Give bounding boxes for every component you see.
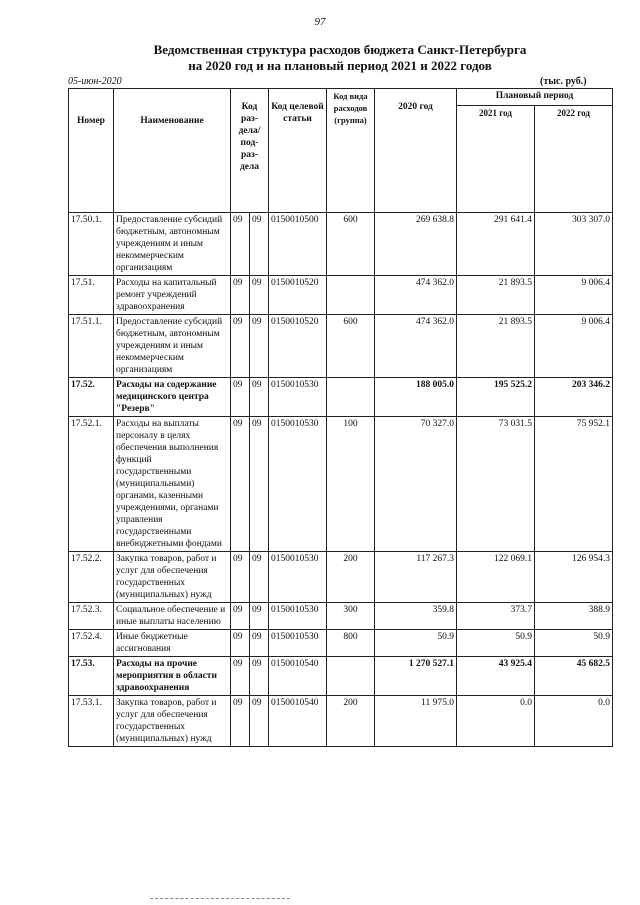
row-name: Расходы на капитальный ремонт учреждений здравоохранения xyxy=(114,276,231,315)
row-razdel: 09 xyxy=(231,696,250,747)
row-number: 17.50.1. xyxy=(69,213,114,276)
row-target-code: 0150010540 xyxy=(269,696,327,747)
header-planned-period: Плановый период xyxy=(457,89,613,106)
row-name: Расходы на выплаты персоналу в целях обеспечения выполнения функций государственными (муниципальными) органами, казенными учреждениями, органами управления государственными внебюджетными фондами xyxy=(114,417,231,552)
row-razdel: 09 xyxy=(231,378,250,417)
row-expense-type: 600 xyxy=(327,213,375,276)
row-expense-type: 200 xyxy=(327,552,375,603)
row-value-2021: 291 641.4 xyxy=(457,213,535,276)
page-number: 97 xyxy=(314,16,326,28)
row-podrazdel: 09 xyxy=(250,315,269,378)
row-podrazdel: 09 xyxy=(250,552,269,603)
row-razdel: 09 xyxy=(231,630,250,657)
title-line-2: на 2020 год и на плановый период 2021 и 2022 годов xyxy=(188,58,492,73)
row-expense-type xyxy=(327,276,375,315)
header-number: Номер xyxy=(69,89,114,213)
row-name: Расходы на содержание медицинского центра "Резерв" xyxy=(114,378,231,417)
row-value-2020: 117 267.3 xyxy=(375,552,457,603)
table-row xyxy=(69,603,613,630)
header-2021: 2021 год xyxy=(457,106,535,213)
budget-table xyxy=(68,88,613,747)
row-value-2020: 70 327.0 xyxy=(375,417,457,552)
table-row xyxy=(69,417,613,552)
row-name: Расходы на прочие мероприятия в области здравоохранения xyxy=(114,657,231,696)
row-podrazdel: 09 xyxy=(250,378,269,417)
header-2022: 2022 год xyxy=(535,106,613,213)
row-value-2021: 50.9 xyxy=(457,630,535,657)
row-podrazdel: 09 xyxy=(250,603,269,630)
row-expense-type: 600 xyxy=(327,315,375,378)
document-date: 05-июн-2020 xyxy=(68,76,122,87)
header-section: Код раз-дела/ под-раз-дела xyxy=(231,89,269,213)
row-number: 17.53. xyxy=(69,657,114,696)
row-razdel: 09 xyxy=(231,552,250,603)
row-name: Закупка товаров, работ и услуг для обеспечения государственных (муниципальных) нужд xyxy=(114,552,231,603)
table-row xyxy=(69,378,613,417)
table-row xyxy=(69,696,613,747)
row-name: Иные бюджетные ассигнования xyxy=(114,630,231,657)
row-name: Предоставление субсидий бюджетным, автономным учреждениям и иным некоммерческим организациям xyxy=(114,213,231,276)
row-expense-type: 100 xyxy=(327,417,375,552)
row-target-code: 0150010530 xyxy=(269,630,327,657)
row-value-2022: 75 952.1 xyxy=(535,417,613,552)
row-value-2021: 122 069.1 xyxy=(457,552,535,603)
row-razdel: 09 xyxy=(231,603,250,630)
row-razdel: 09 xyxy=(231,417,250,552)
row-value-2021: 195 525.2 xyxy=(457,378,535,417)
row-target-code: 0150010530 xyxy=(269,378,327,417)
row-value-2022: 303 307.0 xyxy=(535,213,613,276)
row-target-code: 0150010540 xyxy=(269,657,327,696)
row-value-2022: 126 954.3 xyxy=(535,552,613,603)
footer-divider xyxy=(150,898,290,899)
table-row xyxy=(69,657,613,696)
units-label: (тыс. руб.) xyxy=(540,76,587,87)
header-target: Код целевой статьи xyxy=(269,89,327,213)
row-expense-type: 800 xyxy=(327,630,375,657)
row-value-2022: 45 682.5 xyxy=(535,657,613,696)
row-value-2022: 9 006.4 xyxy=(535,315,613,378)
row-value-2020: 359.8 xyxy=(375,603,457,630)
row-value-2021: 73 031.5 xyxy=(457,417,535,552)
row-value-2022: 203 346.2 xyxy=(535,378,613,417)
table-row xyxy=(69,276,613,315)
row-number: 17.53.1. xyxy=(69,696,114,747)
table-row xyxy=(69,315,613,378)
row-value-2021: 21 893.5 xyxy=(457,276,535,315)
row-number: 17.51. xyxy=(69,276,114,315)
row-target-code: 0150010530 xyxy=(269,417,327,552)
row-razdel: 09 xyxy=(231,657,250,696)
header-expense-type: Код вида расходов (группа) xyxy=(327,89,375,213)
row-value-2022: 50.9 xyxy=(535,630,613,657)
header-2020: 2020 год xyxy=(375,89,457,213)
row-razdel: 09 xyxy=(231,315,250,378)
table-row xyxy=(69,630,613,657)
row-number: 17.52.3. xyxy=(69,603,114,630)
row-value-2022: 0.0 xyxy=(535,696,613,747)
row-number: 17.52.4. xyxy=(69,630,114,657)
row-number: 17.52.1. xyxy=(69,417,114,552)
row-name: Социальное обеспечение и иные выплаты населению xyxy=(114,603,231,630)
row-expense-type: 300 xyxy=(327,603,375,630)
row-target-code: 0150010500 xyxy=(269,213,327,276)
header-name: Наименование xyxy=(114,89,231,213)
document-title xyxy=(80,42,600,74)
row-podrazdel: 09 xyxy=(250,417,269,552)
table-row xyxy=(69,213,613,276)
row-number: 17.51.1. xyxy=(69,315,114,378)
row-value-2020: 50.9 xyxy=(375,630,457,657)
row-value-2021: 21 893.5 xyxy=(457,315,535,378)
row-podrazdel: 09 xyxy=(250,276,269,315)
row-podrazdel: 09 xyxy=(250,696,269,747)
row-value-2021: 373.7 xyxy=(457,603,535,630)
row-value-2020: 1 270 527.1 xyxy=(375,657,457,696)
table-row xyxy=(69,552,613,603)
row-target-code: 0150010530 xyxy=(269,552,327,603)
row-number: 17.52.2. xyxy=(69,552,114,603)
row-value-2021: 43 925.4 xyxy=(457,657,535,696)
row-razdel: 09 xyxy=(231,276,250,315)
row-expense-type xyxy=(327,657,375,696)
row-number: 17.52. xyxy=(69,378,114,417)
row-name: Предоставление субсидий бюджетным, автономным учреждениям и иным некоммерческим организациям xyxy=(114,315,231,378)
row-value-2022: 9 006.4 xyxy=(535,276,613,315)
row-podrazdel: 09 xyxy=(250,630,269,657)
row-value-2020: 269 638.8 xyxy=(375,213,457,276)
row-razdel: 09 xyxy=(231,213,250,276)
row-podrazdel: 09 xyxy=(250,213,269,276)
row-value-2021: 0.0 xyxy=(457,696,535,747)
row-expense-type: 200 xyxy=(327,696,375,747)
row-value-2020: 474 362.0 xyxy=(375,276,457,315)
row-name: Закупка товаров, работ и услуг для обеспечения государственных (муниципальных) нужд xyxy=(114,696,231,747)
row-value-2020: 474 362.0 xyxy=(375,315,457,378)
row-expense-type xyxy=(327,378,375,417)
row-target-code: 0150010520 xyxy=(269,276,327,315)
row-target-code: 0150010520 xyxy=(269,315,327,378)
row-value-2020: 188 005.0 xyxy=(375,378,457,417)
row-value-2022: 388.9 xyxy=(535,603,613,630)
row-podrazdel: 09 xyxy=(250,657,269,696)
row-target-code: 0150010530 xyxy=(269,603,327,630)
title-line-1: Ведомственная структура расходов бюджета Санкт-Петербурга xyxy=(153,42,527,57)
row-value-2020: 11 975.0 xyxy=(375,696,457,747)
